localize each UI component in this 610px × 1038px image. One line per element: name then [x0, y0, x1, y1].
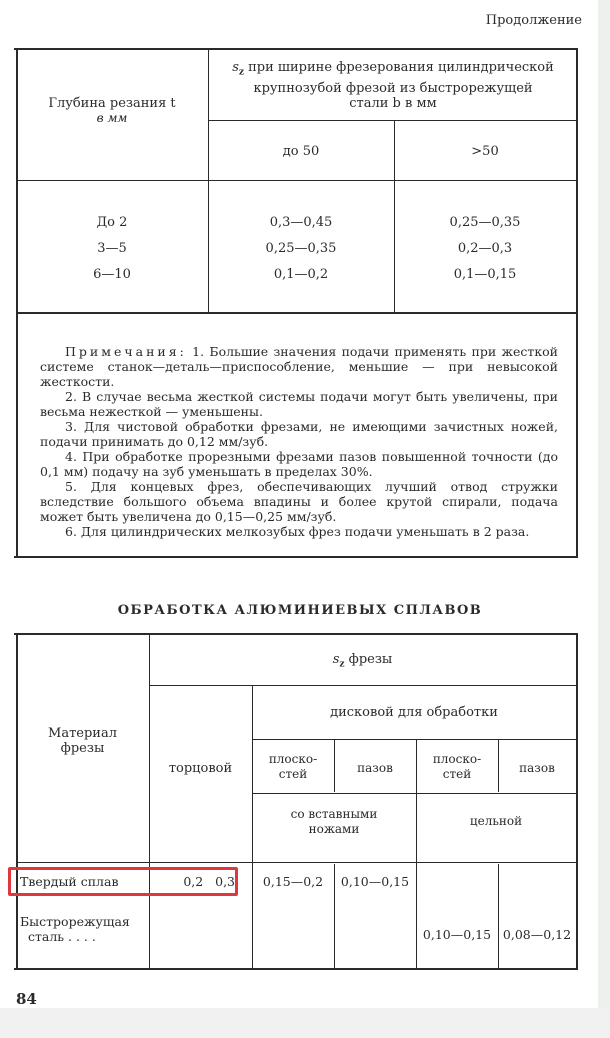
feed-cell: 0,1—0,2 [273, 267, 329, 282]
face-feed-cell: 0,2 0,3 [183, 874, 235, 889]
note-6: 6. Для цилиндрических мелкозубых фрез подачи уменьшать в 2 раза. [65, 524, 530, 539]
table1-top-rule [14, 48, 578, 50]
table1-subheader-rule [208, 120, 576, 121]
depth-cell: До 2 [96, 215, 128, 230]
table2-rule-1 [149, 685, 576, 686]
table1-right-border [576, 49, 578, 557]
face-cutter-header: торцовой [168, 761, 233, 776]
note-5: 5. Для концевых фрез, обеспечивающих лучший отвод стружки вследствие большого объема впадины и более крутой спирали, подача может быть увеличена до 0,15—0,25 мм/зуб. [40, 479, 558, 524]
inserted-slots-cell: 0,10—0,15 [340, 874, 410, 889]
solid-flat-cell: 0,10—0,15 [422, 927, 492, 942]
feed-cell: 0,3—0,45 [269, 215, 333, 230]
table2-rule-3 [252, 793, 576, 794]
feed-cell: 0,25—0,35 [449, 215, 521, 230]
table1-bottom-rule [14, 556, 578, 558]
table1-header-rule [16, 180, 576, 181]
page-number: 84 [16, 990, 37, 1008]
note-4: 4. При обработке прорезными фрезами пазов повышенной точности (до 0,1 мм) подачу на зуб уменьшать в пределах 30%. [40, 449, 558, 479]
note-2: 2. В случае весьма жесткой системы подачи могут быть увеличены, при весьма нежесткой — уменьшены. [40, 389, 558, 419]
inserted-flat-header: плоско- стей [268, 752, 318, 781]
disk-cutter-header: дисковой для обработки [330, 705, 498, 720]
inserted-blades-header: со вставными ножами [290, 807, 378, 836]
note-3: 3. Для чистовой обработки фрезами, не имеющими зачистных ножей, подачи принимать до 0,12 мм/зуб. [40, 419, 558, 449]
solid-cutter-header: цельной [469, 814, 523, 828]
solid-slots-header: пазов [519, 761, 555, 775]
section-title: ОБРАБОТКА АЛЮМИНИЕВЫХ СПЛАВОВ [117, 603, 483, 618]
table2-rule-2 [252, 739, 576, 740]
inserted-flat-cell: 0,15—0,2 [262, 874, 324, 889]
width-header-over50: >50 [471, 144, 499, 159]
width-header-upto50: до 50 [282, 144, 320, 159]
depth-column-header: Глубина резания t в мм [48, 96, 176, 125]
material-column-header: Материал фрезы [48, 726, 117, 756]
solid-slots-cell: 0,08—0,12 [502, 927, 572, 942]
feed-cell: 0,1—0,15 [453, 267, 517, 282]
highlight-box [8, 867, 238, 896]
continuation-label: Продолжение [485, 13, 582, 28]
feed-cell: 0,25—0,35 [265, 241, 337, 256]
table2-bottom-rule [14, 968, 578, 970]
table2-left-border [16, 634, 18, 968]
feed-group-header: $s_z$ при ширине фрезерования цилиндрической крупнозубой фрезой из быстрорежущей стали b в мм [232, 60, 554, 111]
table2-right-border [576, 634, 578, 968]
depth-cell: 3—5 [97, 241, 127, 256]
table1-notes-rule [16, 312, 578, 314]
material-cell: Твердый сплав [20, 874, 119, 889]
page-bottom-shade [0, 1008, 610, 1038]
material-cell: Быстрорежущая сталь . . . . [20, 914, 130, 944]
cutter-feed-header: $s_z$ фрезы [332, 652, 393, 670]
table2-header-rule [16, 862, 576, 863]
feed-cell: 0,2—0,3 [457, 241, 513, 256]
table2-col-divider-5b [498, 864, 499, 968]
table-notes [40, 344, 558, 539]
inserted-slots-header: пазов [357, 761, 393, 775]
table2-top-rule [14, 633, 578, 635]
page-edge-shade [598, 0, 610, 1038]
note-1: Примечания: 1. Большие значения подачи применять при жесткой системе станок—деталь—приспособление, меньшие — при невысокой жесткости. [40, 344, 558, 389]
solid-flat-header: плоско- стей [432, 752, 482, 781]
depth-cell: 6—10 [93, 267, 131, 282]
